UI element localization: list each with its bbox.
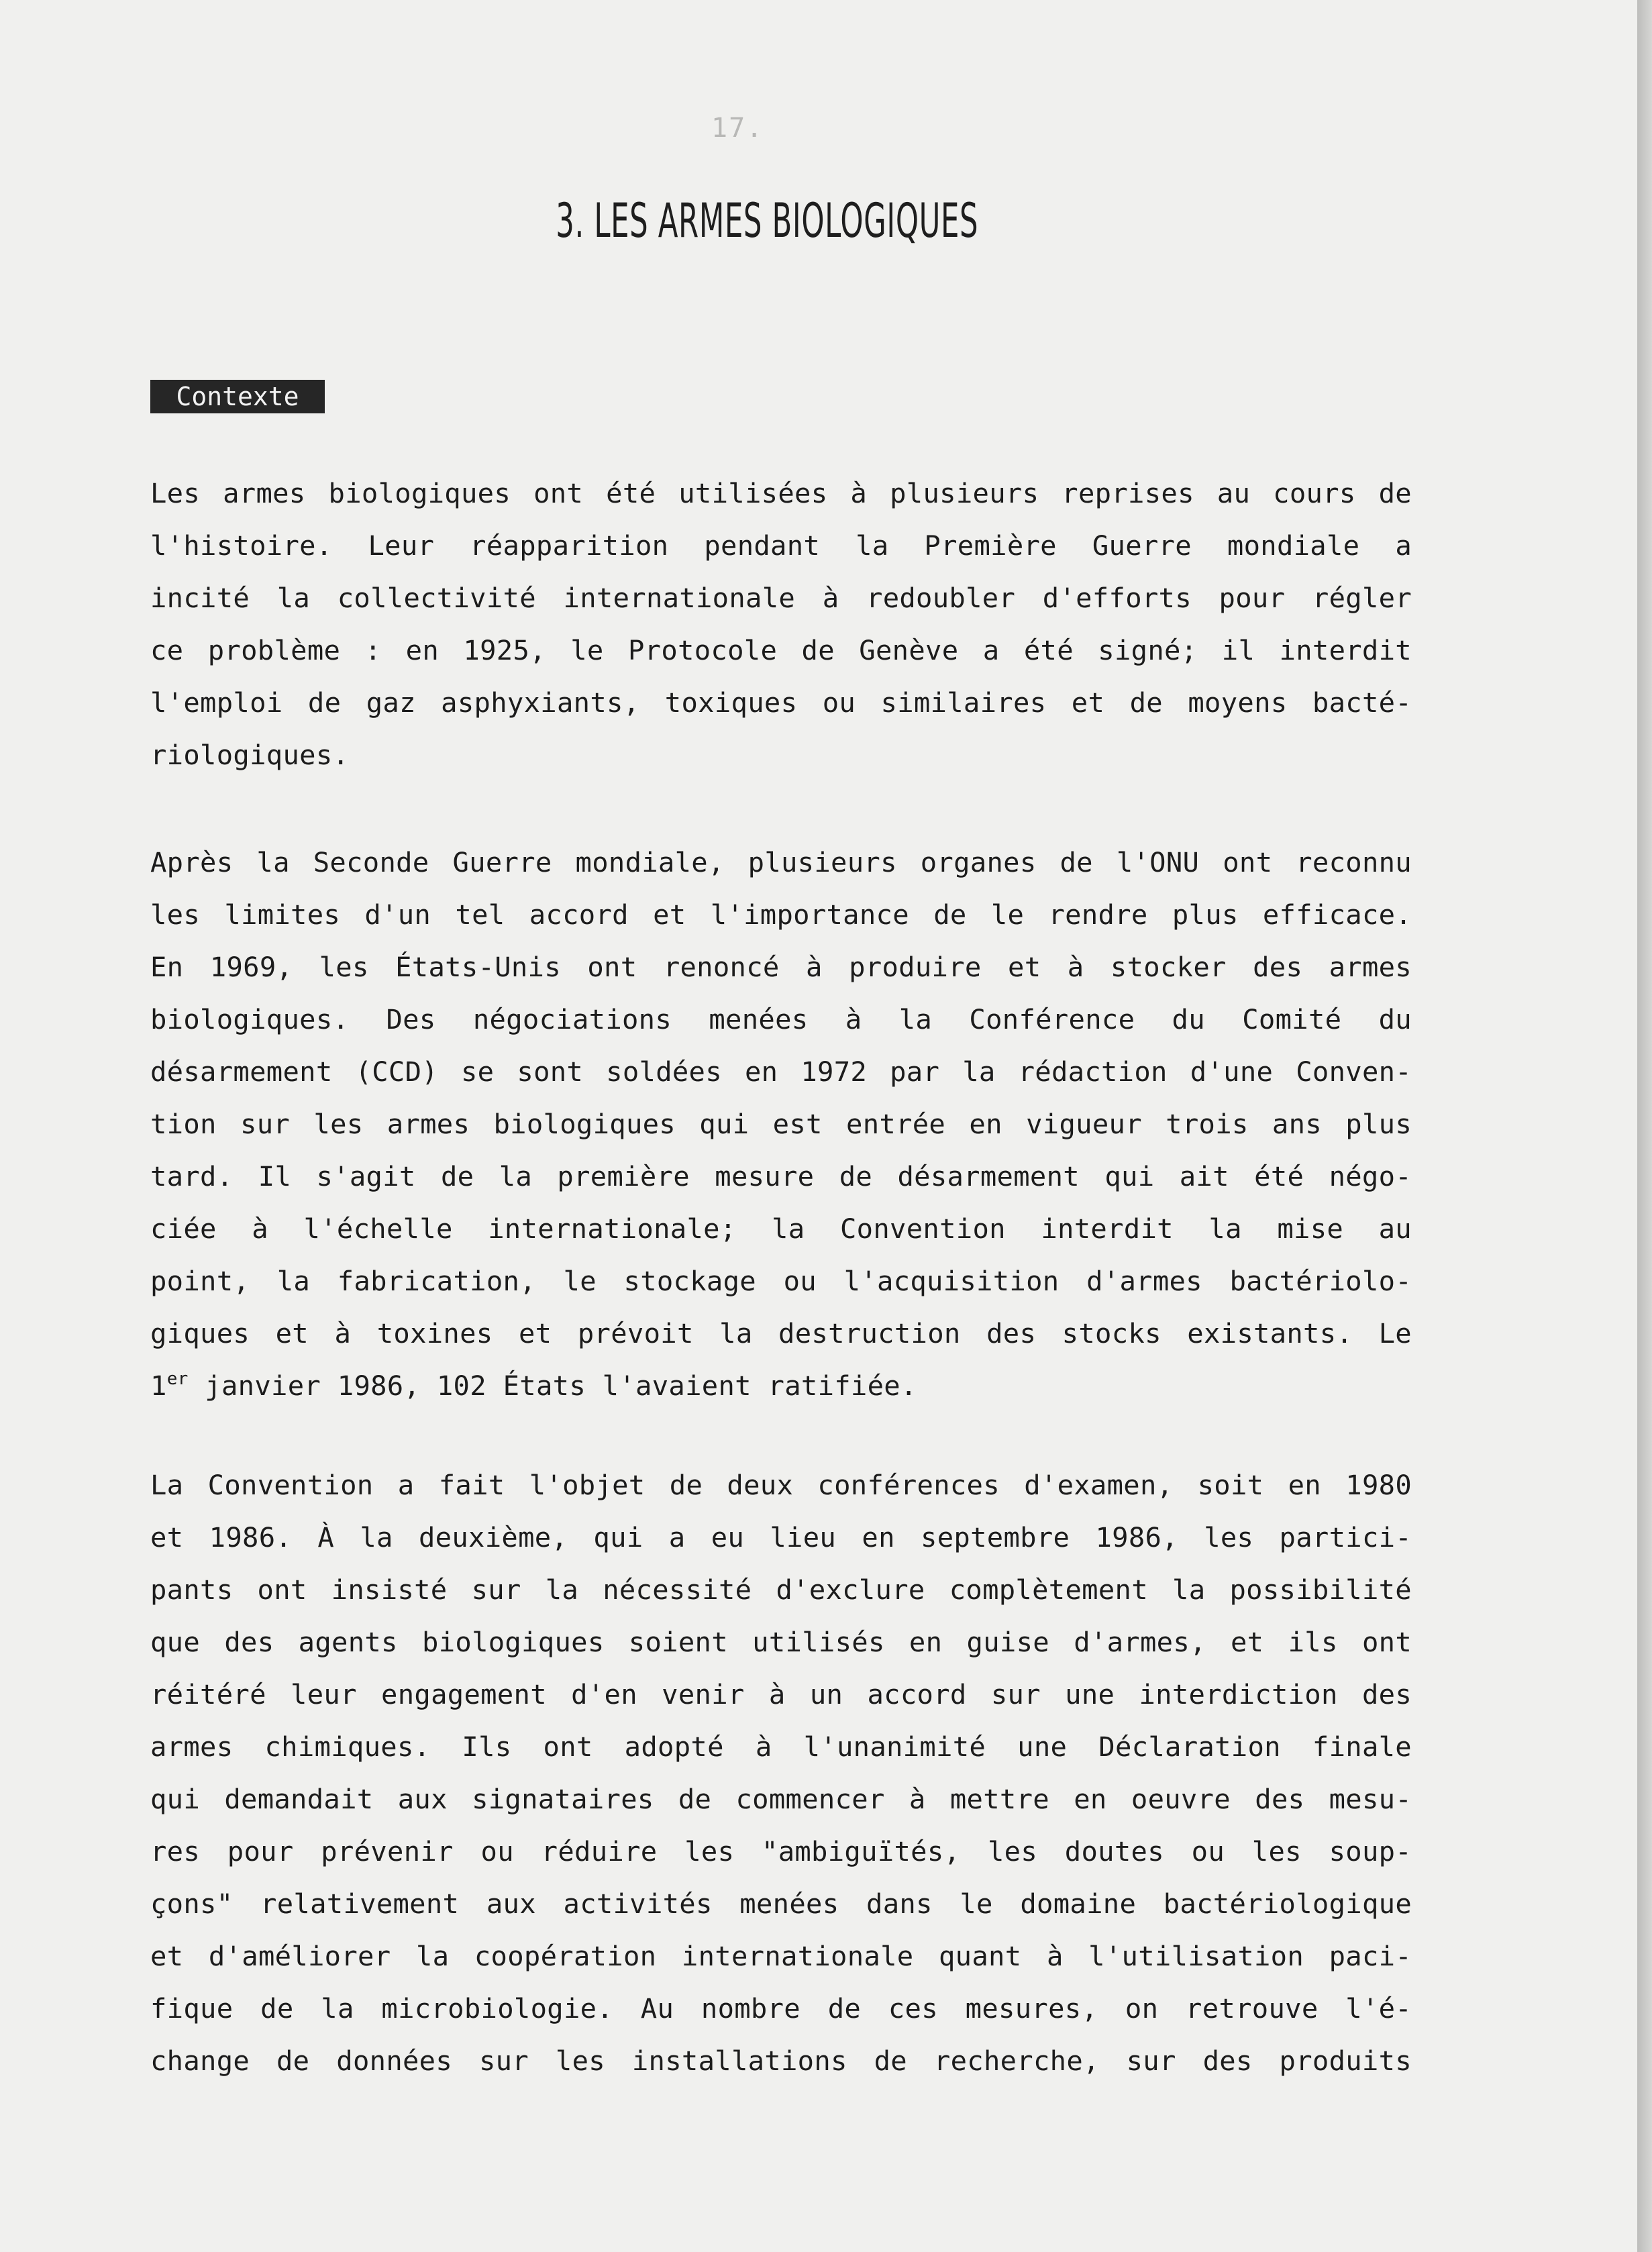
section-label: Contexte <box>150 380 325 413</box>
text-line: incité la collectivité internationale à redoubler d'efforts pour régler <box>150 582 1412 614</box>
text-line: Après la Seconde Guerre mondiale, plusieurs organes de l'ONU ont reconnu <box>150 846 1412 878</box>
text-line: çons" relativement aux activités menées dans le domaine bactériologique <box>150 1888 1412 1920</box>
text-line: ce problème : en 1925, le Protocole de Genève a été signé; il interdit <box>150 634 1412 666</box>
text-line: point, la fabrication, le stockage ou l'acquisition d'armes bactériolo- <box>150 1265 1412 1297</box>
ordinal-number: 1 <box>150 1370 167 1402</box>
paragraph-1 <box>150 467 1412 781</box>
text-line: armes chimiques. Ils ont adopté à l'unanimité une Déclaration finale <box>150 1731 1412 1763</box>
text-line: tard. Il s'agit de la première mesure de désarmement qui ait été négo- <box>150 1160 1412 1192</box>
text-line: change de données sur les installations de recherche, sur des produits <box>150 2045 1412 2077</box>
text-line: La Convention a fait l'objet de deux conférences d'examen, soit en 1980 <box>150 1469 1412 1501</box>
text-line: et 1986. À la deuxième, qui a eu lieu en septembre 1986, les partici- <box>150 1521 1412 1553</box>
text-line: les limites d'un tel accord et l'importance de le rendre plus efficace. <box>150 899 1412 931</box>
page-number: 17. <box>711 113 764 144</box>
text-line: que des agents biologiques soient utilisés en guise d'armes, et ils ont <box>150 1626 1412 1658</box>
text-line: En 1969, les États-Unis ont renoncé à produire et à stocker des armes <box>150 951 1412 983</box>
paragraph-2 <box>150 836 1412 1412</box>
text-line: et d'améliorer la coopération internationale quant à l'utilisation paci- <box>150 1940 1412 1972</box>
paragraph-3 <box>150 1459 1412 2087</box>
text-line: res pour prévenir ou réduire les "ambiguïtés, les doutes ou les soup- <box>150 1835 1412 1867</box>
page-title: 3. LES ARMES BIOLOGIQUES <box>556 193 979 248</box>
text-line: fique de la microbiologie. Au nombre de ces mesures, on retrouve l'é- <box>150 1992 1412 2025</box>
text-line: l'emploi de gaz asphyxiants, toxiques ou similaires et de moyens bacté- <box>150 686 1412 719</box>
ordinal-suffix: er <box>166 1369 189 1389</box>
text-line-rest: janvier 1986, 102 États l'avaient ratifiée. <box>188 1370 917 1402</box>
text-line: Les armes biologiques ont été utilisées à plusieurs reprises au cours de <box>150 477 1412 509</box>
text-line: biologiques. Des négociations menées à la Conférence du Comité du <box>150 1003 1412 1035</box>
text-line: riologiques. <box>150 739 350 771</box>
text-line: ciée à l'échelle internationale; la Convention interdit la mise au <box>150 1213 1412 1245</box>
text-line: tion sur les armes biologiques qui est entrée en vigueur trois ans plus <box>150 1108 1412 1140</box>
text-line: désarmement (CCD) se sont soldées en 1972 par la rédaction d'une Conven- <box>150 1056 1412 1088</box>
text-line: réitéré leur engagement d'en venir à un accord sur une interdiction des <box>150 1678 1412 1710</box>
text-line: qui demandait aux signataires de commencer à mettre en oeuvre des mesu- <box>150 1783 1412 1815</box>
text-line: pants ont insisté sur la nécessité d'exclure complètement la possibilité <box>150 1574 1412 1606</box>
text-line-last <box>150 1360 1412 1412</box>
page-edge <box>1637 0 1652 2252</box>
text-line: giques et à toxines et prévoit la destruction des stocks existants. Le <box>150 1317 1412 1349</box>
text-line: l'histoire. Leur réapparition pendant la Première Guerre mondiale a <box>150 529 1412 562</box>
